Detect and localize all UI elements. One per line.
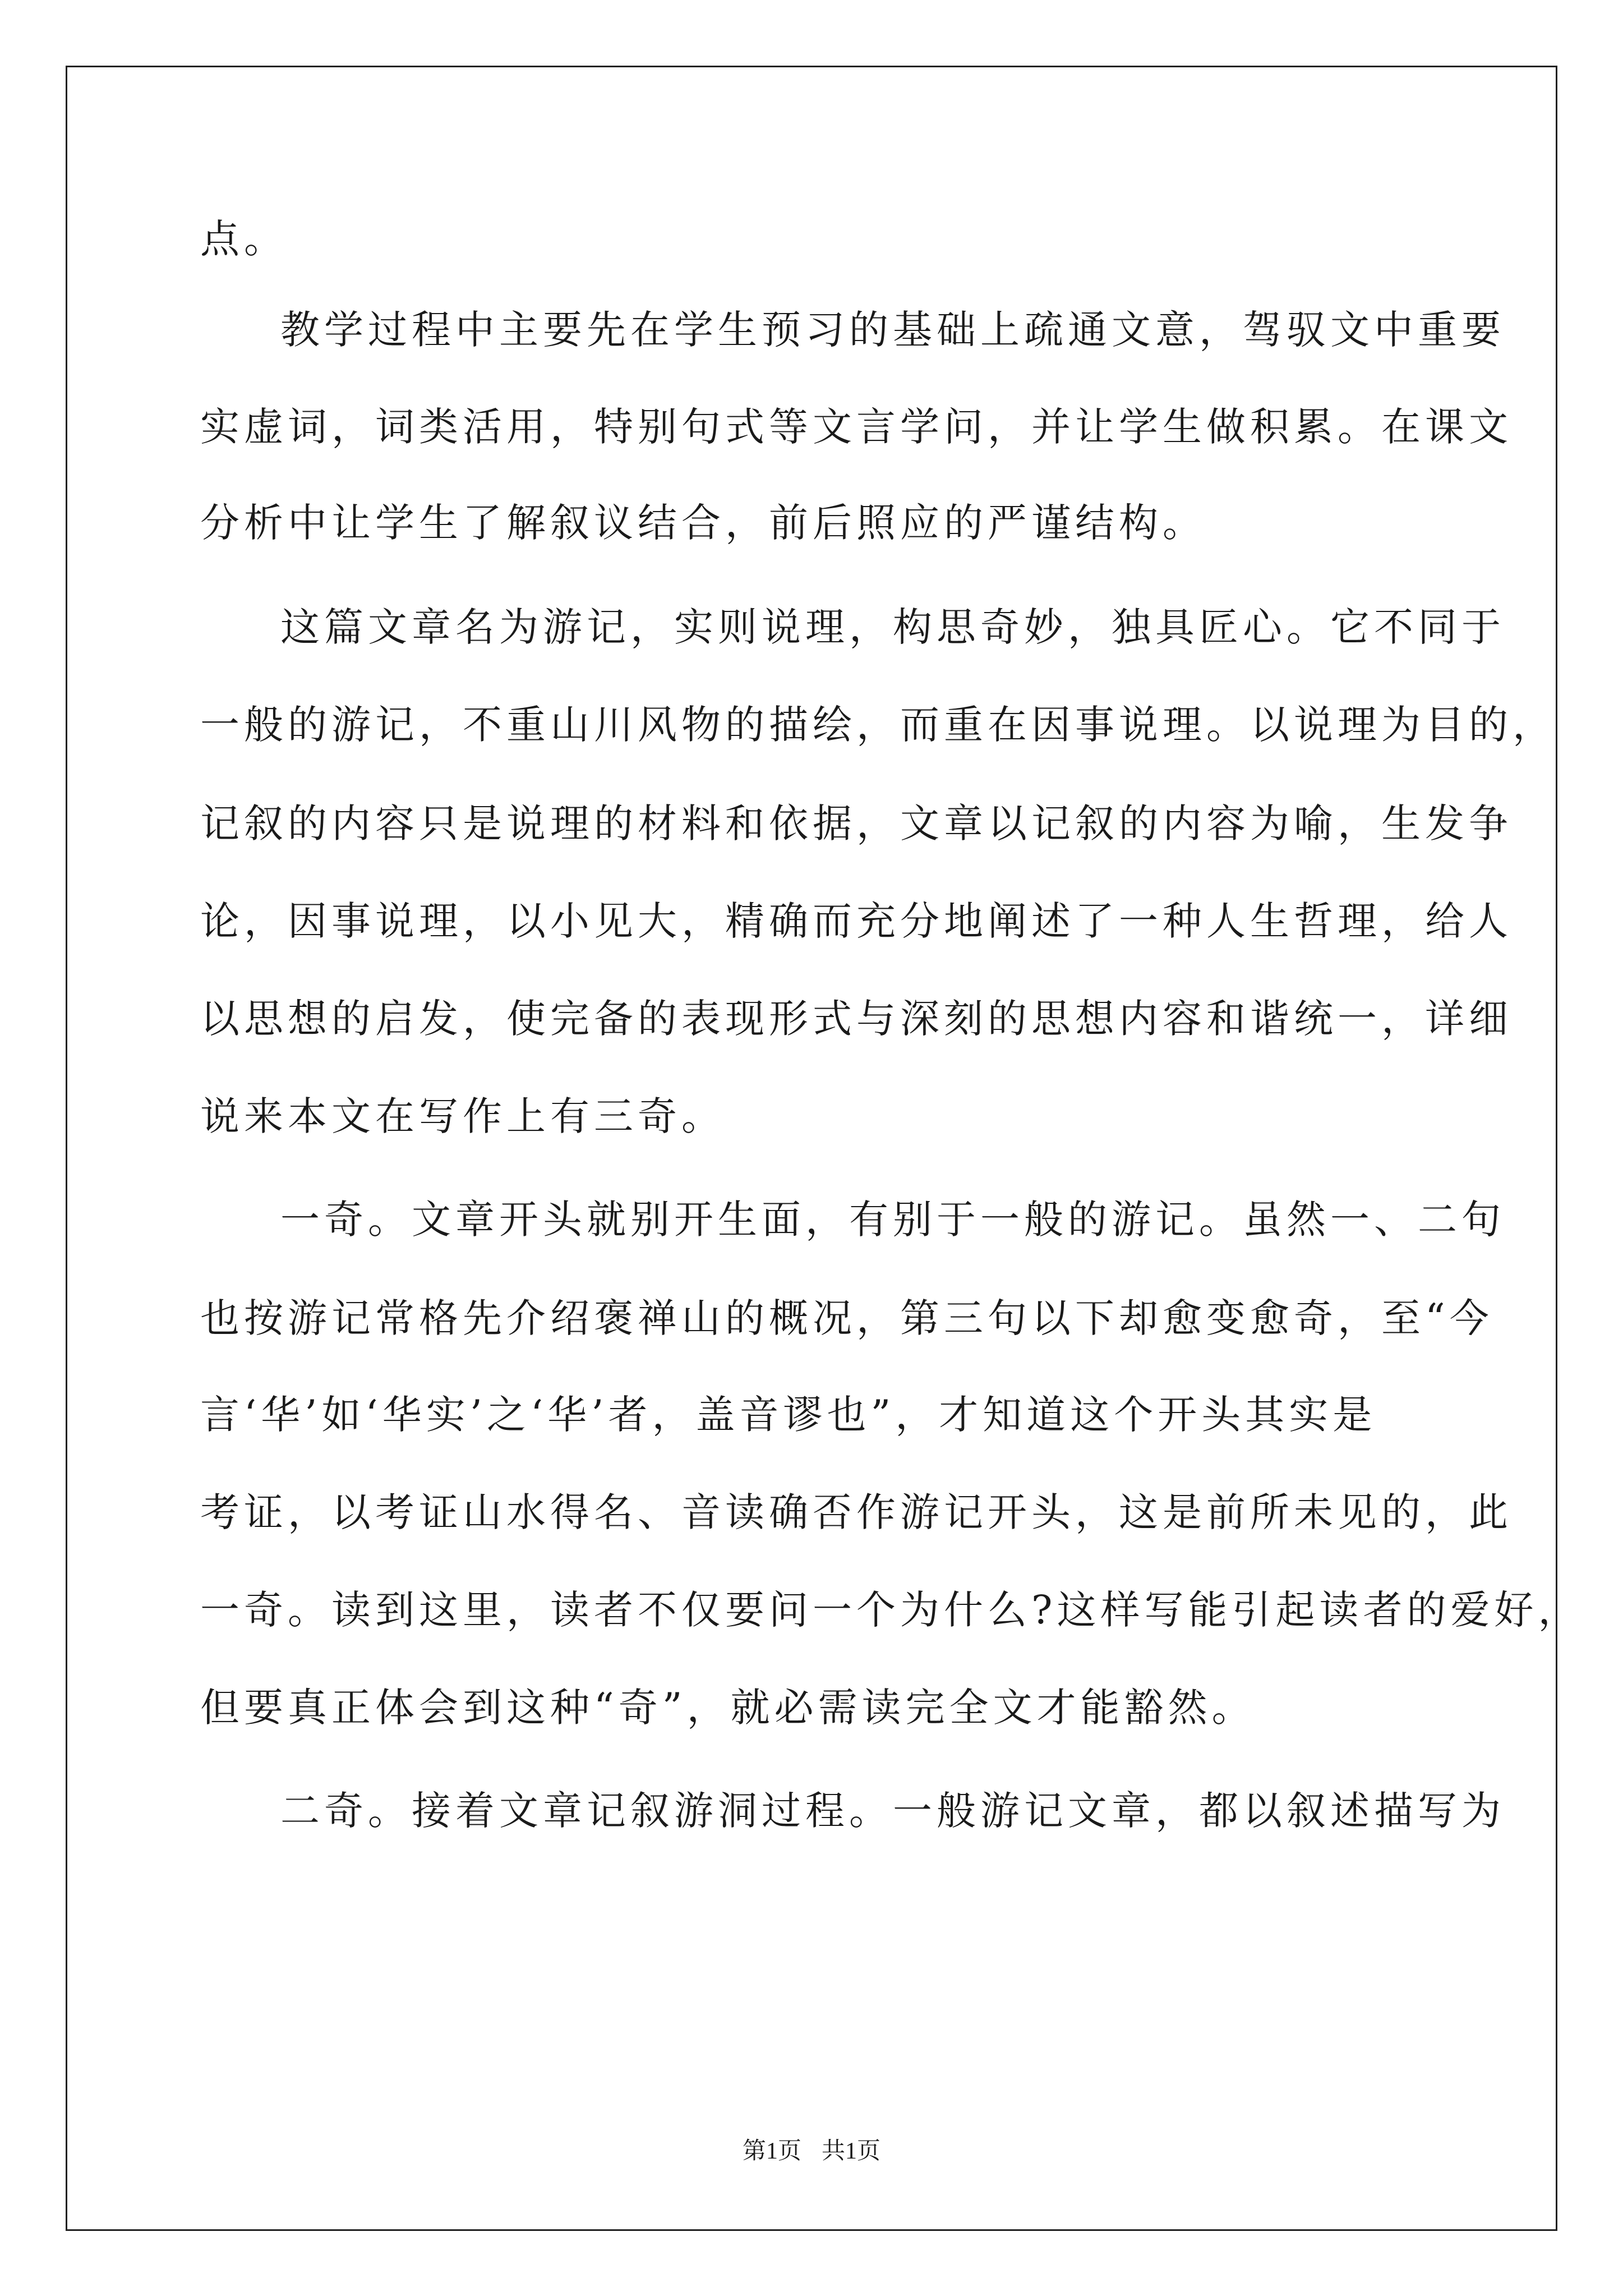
text-line: 考证，以考证山水得名、音读确否作游记开头，这是前所未见的，此 — [200, 1489, 1513, 1535]
page-border — [66, 66, 1557, 2231]
text-line: 但要真正体会到这种“奇”，就必需读完全文才能豁然。 — [200, 1685, 1256, 1731]
text-line: 点。 — [200, 216, 288, 262]
text-line: 一般的游记，不重山川风物的描绘，而重在因事说理。以说理为目的， — [200, 702, 1556, 748]
text-line: 以思想的启发，使完备的表现形式与深刻的思想内容和谐统一，详细 — [200, 996, 1513, 1042]
text-line: 一奇。读到这里，读者不仅要问一个为什么?这样写能引起读者的爱好， — [200, 1587, 1582, 1633]
text-line: 论，因事说理，以小见大，精确而充分地阐述了一种人生哲理，给人 — [200, 898, 1513, 944]
paragraph-first-line: 这篇文章名为游记，实则说理，构思奇妙，独具匠心。它不同于 — [280, 604, 1505, 650]
text-line: 分析中让学生了解叙议结合，前后照应的严谨结构。 — [200, 500, 1206, 546]
text-line: 实虚词，词类活用，特别句式等文言学问，并让学生做积累。在课文 — [200, 404, 1513, 450]
text-line: 记叙的内容只是说理的材料和依据，文章以记叙的内容为喻，生发争 — [200, 800, 1513, 846]
text-line: 言‘华’如‘华实’之‘华’者，盖音谬也”，才知道这个开头其实是 — [200, 1392, 1377, 1438]
text-line: 说来本文在写作上有三奇。 — [200, 1093, 725, 1139]
page-footer — [0, 2134, 1623, 2168]
paragraph-first-line: 二奇。接着文章记叙游洞过程。一般游记文章，都以叙述描写为 — [280, 1788, 1505, 1834]
paragraph-first-line: 教学过程中主要先在学生预习的基础上疏通文意，驾驭文中重要 — [280, 307, 1505, 353]
paragraph-first-line: 一奇。文章开头就别开生面，有别于一般的游记。虽然一、二句 — [280, 1197, 1505, 1243]
page-total: 共1页 — [822, 2138, 881, 2164]
page-number: 第1页 — [742, 2138, 801, 2164]
text-line: 也按游记常格先介绍褒禅山的概况，第三句以下却愈变愈奇，至“今 — [200, 1295, 1493, 1341]
